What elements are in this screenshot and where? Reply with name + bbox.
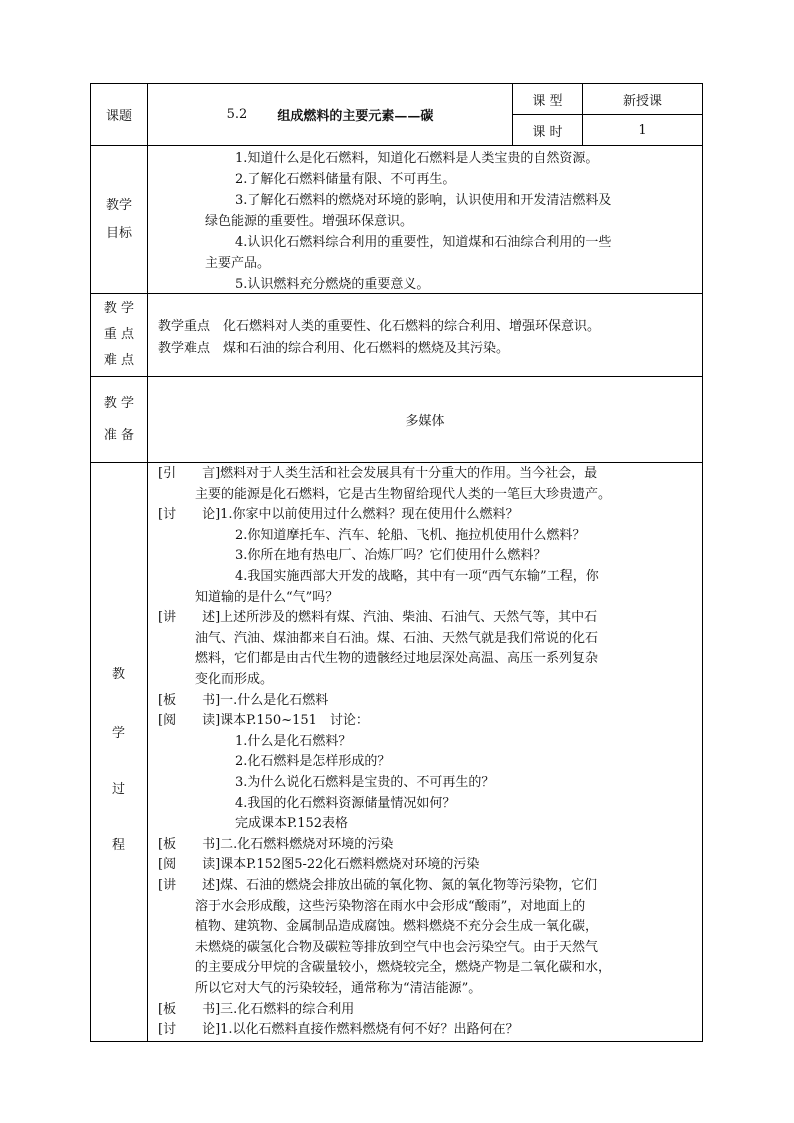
process-line: [讨 论]1.以化石燃料直接作燃料燃烧有何不好？出路何在？: [158, 1022, 519, 1038]
process-line: 4.我国的化石燃料资源储量情况如何？: [235, 795, 456, 811]
process-line: 变化而形成。: [195, 672, 274, 687]
process-content: [148, 463, 702, 1041]
process-line: 3.你所在地有热电厂、冶炼厂吗？它们使用什么燃料？: [235, 548, 547, 564]
lesson-plan-table: [90, 83, 703, 1042]
process-line: 所以它对大气的污染较轻，通常称为“清洁能源”。: [195, 981, 482, 996]
process-line: 油气、汽油、煤油都来自石油。煤、石油、天然气就是我们常说的化石: [195, 630, 599, 646]
process-line: 4.我国实施西部大开发的战略，其中有一项“西气东输”工程，你: [235, 569, 599, 584]
process-line: 1.什么是化石燃料？: [235, 733, 352, 749]
key-points-label: 教 学 重 点 难 点: [103, 301, 135, 368]
process-line: [讨 论]1.你家中以前使用过什么燃料？现在使用什么燃料？: [158, 507, 519, 523]
process-line: 的主要成分甲烷的含碳量较小，燃烧较完全，燃烧产物是二氧化碳和水，: [195, 960, 612, 976]
objective-line: 1.知道什么是化石燃料，知道化石燃料是人类宝贵的自然资源。: [235, 151, 599, 166]
process-line: 2.你知道摩托车、汽车、轮船、飞机、拖拉机使用什么燃料？: [235, 527, 586, 543]
lesson-number: 5.2: [226, 107, 248, 122]
process-line: 主要的能源是化石燃料，它是古生物留给现代人类的一笔巨大珍贵遗产。: [195, 486, 612, 502]
type-value: 新授课: [622, 93, 662, 109]
objectives-label: 教学 目标: [105, 197, 132, 241]
objectives-content: [148, 146, 702, 293]
key-points-content: [148, 294, 702, 376]
hours-value: 1: [638, 122, 647, 138]
key-point-line: 教学重点 化石燃料对人类的重要性、化石燃料的综合利用、增强环保意识。: [158, 319, 601, 334]
process-line: 溶于水会形成酸，这些污染物溶在雨水中会形成“酸雨”，对地面上的: [195, 898, 586, 914]
objective-line: 3.了解化石燃料的燃烧对环境的影响，认识使用和开发清洁燃料及: [235, 193, 612, 208]
process-line: 知道输的是什么“气”吗？: [195, 589, 339, 605]
process-label: 教 学 过 程: [112, 667, 126, 853]
process-line: [板 书]一.什么是化石燃料: [158, 692, 329, 708]
process-line: [讲 述]上述所涉及的燃料有煤、汽油、柴油、石油气、天然气等，其中石: [158, 610, 598, 626]
process-line: 3.为什么说化石燃料是宝贵的、不可再生的？: [235, 775, 495, 790]
process-line: [讲 述]煤、石油的燃烧会排放出硫的氧化物、氮的氧化物等污染物，它们: [158, 878, 598, 893]
process-line: [板 书]三.化石燃料的综合利用: [158, 1001, 355, 1017]
process-line: 燃料，它们都是由古代生物的遗骸经过地层深处高温、高压一系列复杂: [195, 651, 599, 667]
type-label: 课 型: [532, 93, 563, 109]
lesson-title: 组成燃料的主要元素——碳: [277, 109, 434, 124]
process-line: 未燃烧的碳氢化合物及碳粒等排放到空气中也会污染空气。由于天然气: [195, 939, 599, 955]
process-line: [阅 读]课本P.152图5-22化石燃料燃烧对环境的污染: [158, 857, 480, 873]
objective-line: 主要产品。: [205, 256, 271, 271]
objective-line: 2.了解化石燃料储量有限、不可再生。: [235, 172, 456, 187]
objective-line: 绿色能源的重要性。增强环保意识。: [205, 214, 414, 229]
process-line: 2.化石燃料是怎样形成的？: [235, 754, 391, 770]
objective-line: 4.认识化石燃料综合利用的重要性，知道煤和石油综合利用的一些: [235, 235, 612, 250]
difficulty-line: 教学难点 煤和石油的综合利用、化石燃料的燃烧及其污染。: [158, 341, 510, 356]
process-line: 植物、建筑物、金属制品造成腐蚀。燃料燃烧不充分会生成一氧化碳，: [195, 919, 599, 935]
preparation-value: 多媒体: [405, 414, 445, 429]
process-line: 完成课本P.152表格: [235, 816, 349, 832]
process-line: [板 书]二.化石燃料燃烧对环境的污染: [158, 836, 394, 852]
lesson-label: 课题: [105, 109, 132, 124]
hours-label: 课 时: [532, 124, 563, 140]
preparation-label: 教 学 准 备: [103, 395, 135, 443]
process-line: [引 言]燃料对于人类生活和社会发展具有十分重大的作用。当今社会，最: [158, 466, 598, 481]
process-line: [阅 读]课本P.150~151 讨论：: [158, 713, 369, 729]
lesson-title-cell: [148, 84, 512, 145]
objective-line: 5.认识燃料充分燃烧的重要意义。: [235, 277, 430, 292]
